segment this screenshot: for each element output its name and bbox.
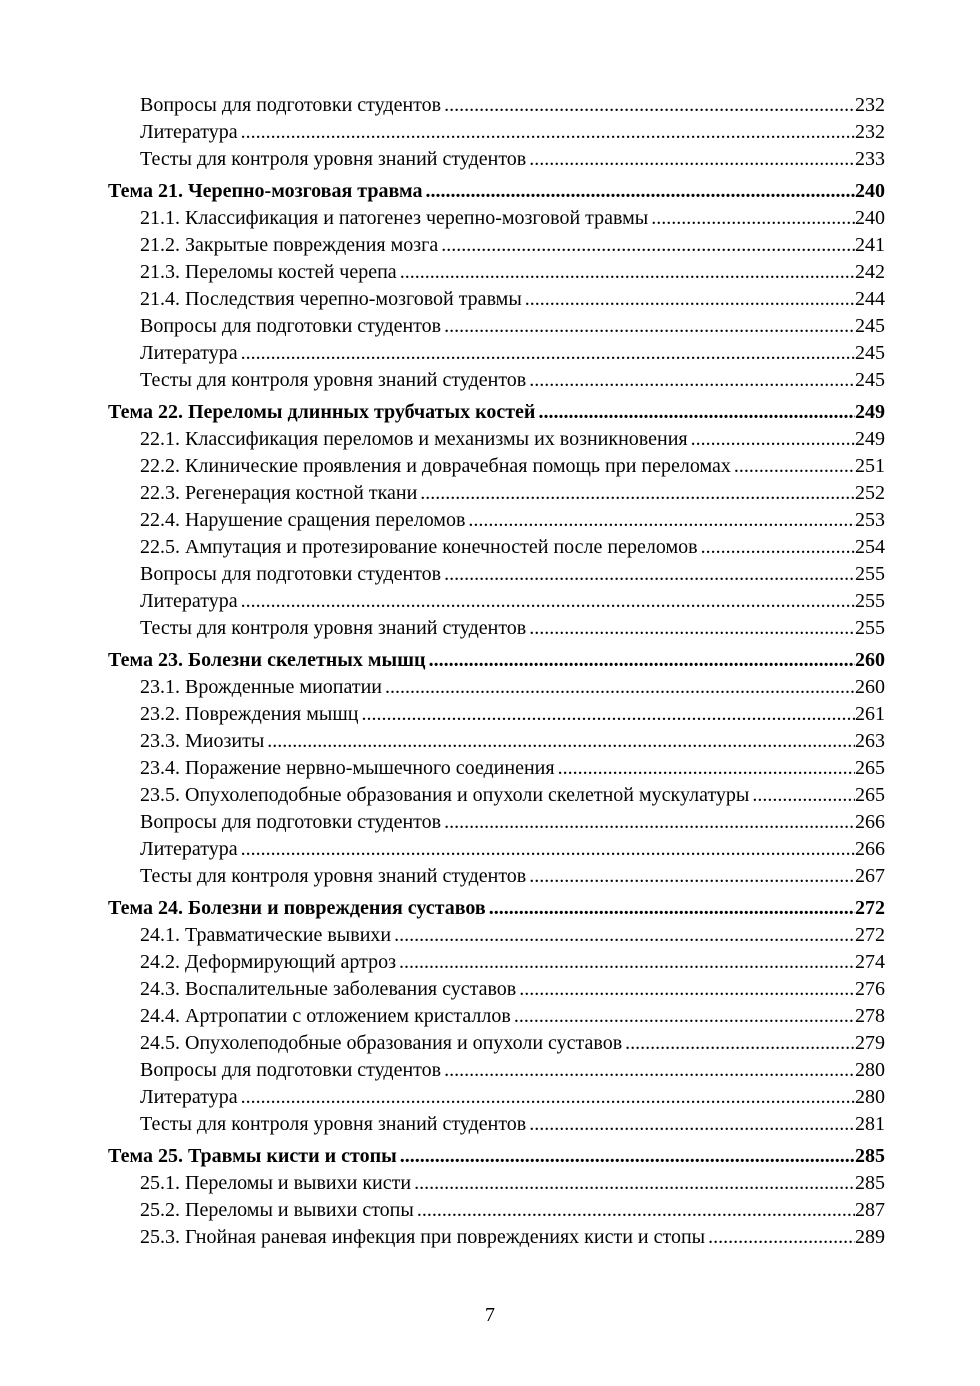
toc-entry [108, 561, 885, 588]
toc-entry [108, 146, 885, 173]
toc-entry-title: 23.3. Миозиты [140, 730, 265, 752]
dot-leader [444, 1057, 855, 1084]
toc-entry-page: 263 [855, 730, 885, 752]
toc-entry-title: 21.4. Последствия черепно-мозговой травмы [140, 288, 522, 310]
toc-entry [108, 782, 885, 809]
toc-entry-page: 232 [855, 94, 885, 116]
toc-entry-page: 260 [855, 649, 885, 671]
dot-leader [429, 646, 855, 674]
toc-entry-page: 244 [855, 288, 885, 310]
dot-leader [538, 398, 855, 426]
toc-entry-title: 24.3. Воспалительные заболевания суставов [140, 978, 517, 1000]
toc-entry [108, 1057, 885, 1084]
toc-entry-title: 23.2. Повреждения мышц [140, 703, 359, 725]
toc-entry-page: 265 [855, 757, 885, 779]
toc-entry [108, 340, 885, 367]
toc-entry [108, 1197, 885, 1224]
toc-entry-title: 24.4. Артропатии с отложением кристаллов [140, 1005, 511, 1027]
toc-entry-page: 249 [855, 428, 885, 450]
toc-entry [108, 588, 885, 615]
dot-leader [394, 922, 855, 949]
dot-leader [701, 534, 855, 561]
toc-entry [108, 1224, 885, 1251]
dot-leader [529, 863, 855, 890]
toc-entry-page: 242 [855, 261, 885, 283]
dot-leader [708, 1224, 855, 1251]
dot-leader [529, 1111, 855, 1138]
toc-entry-page: 254 [855, 536, 885, 558]
toc-entry-title: 23.1. Врожденные миопатии [140, 676, 383, 698]
dot-leader [400, 1142, 855, 1170]
toc-entry-title: 24.1. Травматические вывихи [140, 924, 392, 946]
toc-entry [108, 313, 885, 340]
dot-leader [529, 146, 855, 173]
dot-leader [734, 453, 855, 480]
toc-entry-page: 278 [855, 1005, 885, 1027]
toc-topic-entry [108, 894, 885, 922]
toc-entry-title: 25.1. Переломы и вывихи кисти [140, 1172, 412, 1194]
toc-entry-title: 25.2. Переломы и вывихи стопы [140, 1199, 414, 1221]
toc-entry-title: 24.5. Опухолеподобные образования и опухоли суставов [140, 1032, 623, 1054]
dot-leader [241, 119, 855, 146]
dot-leader [444, 809, 855, 836]
toc-entry [108, 205, 885, 232]
toc-entry-title: Тема 22. Переломы длинных трубчатых костей [108, 401, 536, 423]
toc-entry [108, 1111, 885, 1138]
toc-entry [108, 259, 885, 286]
toc-entry [108, 1003, 885, 1030]
page-number: 7 [485, 1304, 495, 1326]
toc-entry-title: 24.2. Деформирующий артроз [140, 951, 397, 973]
dot-leader [529, 367, 855, 394]
toc-entry [108, 674, 885, 701]
toc-entry-page: 253 [855, 509, 885, 531]
toc-entry-page: 260 [855, 676, 885, 698]
toc-entry-title: Вопросы для подготовки студентов [140, 315, 442, 337]
toc-entry-title: Тесты для контроля уровня знаний студентов [140, 617, 527, 639]
toc-entry-page: 261 [855, 703, 885, 725]
dot-leader [468, 507, 855, 534]
toc-entry [108, 701, 885, 728]
dot-leader [558, 755, 855, 782]
dot-leader [444, 92, 855, 119]
toc-entry [108, 232, 885, 259]
toc-entry-title: Тесты для контроля уровня знаний студентов [140, 148, 527, 170]
dot-leader [241, 588, 855, 615]
toc-entry-page: 251 [855, 455, 885, 477]
toc-entry [108, 426, 885, 453]
toc-entry-page: 267 [855, 865, 885, 887]
toc-entry-title: 22.5. Ампутация и протезирование конечностей после переломов [140, 536, 698, 558]
toc-entry-title: 23.4. Поражение нервно-мышечного соединения [140, 757, 555, 779]
toc-entry-page: 249 [855, 401, 885, 423]
toc-entry-page: 245 [855, 369, 885, 391]
dot-leader [399, 949, 855, 976]
toc-entry [108, 836, 885, 863]
toc-entry [108, 949, 885, 976]
toc-entry [108, 453, 885, 480]
toc-entry-page: 287 [855, 1199, 885, 1221]
toc-entry [108, 1084, 885, 1111]
toc-entry [108, 863, 885, 890]
toc-entry-title: 22.1. Классификация переломов и механизмы их возникновения [140, 428, 688, 450]
toc-entry-page: 280 [855, 1086, 885, 1108]
toc-entry-title: Литература [140, 121, 238, 143]
toc-entry-title: Вопросы для подготовки студентов [140, 94, 442, 116]
toc-entry-page: 240 [855, 207, 885, 229]
toc-entry-title: 21.3. Переломы костей черепа [140, 261, 397, 283]
toc-entry-page: 285 [855, 1172, 885, 1194]
dot-leader [400, 259, 855, 286]
dot-leader [514, 1003, 855, 1030]
toc-entry-title: Вопросы для подготовки студентов [140, 563, 442, 585]
toc-entry [108, 367, 885, 394]
dot-leader [385, 674, 855, 701]
toc-entry-title: Тесты для контроля уровня знаний студентов [140, 369, 527, 391]
toc-entry-title: Литература [140, 1086, 238, 1108]
toc-topic-entry [108, 398, 885, 426]
toc-topic-entry [108, 177, 885, 205]
toc-entry-title: 22.3. Регенерация костной ткани [140, 482, 418, 504]
dot-leader [625, 1030, 855, 1057]
toc-entry-page: 274 [855, 951, 885, 973]
dot-leader [414, 1170, 855, 1197]
toc-entry [108, 507, 885, 534]
dot-leader [489, 894, 855, 922]
toc-entry-page: 245 [855, 342, 885, 364]
toc-entry-title: Вопросы для подготовки студентов [140, 811, 442, 833]
toc-entry-page: 280 [855, 1059, 885, 1081]
toc-entry [108, 1170, 885, 1197]
toc-entry-title: Тема 21. Черепно-мозговая травма [108, 180, 423, 202]
toc-entry-title: 25.3. Гнойная раневая инфекция при повреждениях кисти и стопы [140, 1226, 706, 1248]
dot-leader [529, 615, 855, 642]
toc-entry-page: 266 [855, 811, 885, 833]
toc-entry-page: 281 [855, 1113, 885, 1135]
toc-entry-page: 289 [855, 1226, 885, 1248]
toc-entry-title: 22.4. Нарушение сращения переломов [140, 509, 466, 531]
toc-entry-page: 266 [855, 838, 885, 860]
dot-leader [241, 1084, 855, 1111]
toc-entry-page: 276 [855, 978, 885, 1000]
toc-entry-title: Тема 25. Травмы кисти и стопы [108, 1145, 397, 1167]
toc-entry-page: 252 [855, 482, 885, 504]
dot-leader [444, 313, 855, 340]
toc-entry-title: Тема 24. Болезни и повреждения суставов [108, 897, 486, 919]
toc-entry [108, 480, 885, 507]
toc-entry-page: 272 [855, 924, 885, 946]
toc-entry [108, 809, 885, 836]
toc-entry [108, 976, 885, 1003]
toc-entry [108, 286, 885, 313]
dot-leader [519, 976, 855, 1003]
toc-entry-title: 21.1. Классификация и патогенез черепно-мозговой травмы [140, 207, 649, 229]
dot-leader [241, 340, 855, 367]
dot-leader [425, 177, 855, 205]
dot-leader [420, 480, 855, 507]
toc-entry-title: Литература [140, 342, 238, 364]
toc-entry [108, 92, 885, 119]
toc-entry-page: 255 [855, 563, 885, 585]
toc-entry [108, 615, 885, 642]
toc-entry-page: 232 [855, 121, 885, 143]
table-of-contents [108, 92, 885, 1251]
dot-leader [752, 782, 855, 809]
toc-entry [108, 922, 885, 949]
toc-entry-title: Тема 23. Болезни скелетных мышц [108, 649, 426, 671]
toc-entry-page: 240 [855, 180, 885, 202]
toc-entry-title: Тесты для контроля уровня знаний студентов [140, 865, 527, 887]
toc-entry-title: 23.5. Опухолеподобные образования и опухоли скелетной мускулатуры [140, 784, 750, 806]
toc-entry-page: 255 [855, 590, 885, 612]
toc-entry-title: 21.2. Закрытые повреждения мозга [140, 234, 439, 256]
toc-entry-title: Литература [140, 838, 238, 860]
dot-leader [361, 701, 855, 728]
toc-topic-entry [108, 646, 885, 674]
toc-entry-title: Тесты для контроля уровня знаний студентов [140, 1113, 527, 1135]
dot-leader [441, 232, 855, 259]
toc-entry-page: 233 [855, 148, 885, 170]
toc-entry-title: Вопросы для подготовки студентов [140, 1059, 442, 1081]
dot-leader [651, 205, 855, 232]
toc-entry-page: 272 [855, 897, 885, 919]
toc-topic-entry [108, 1142, 885, 1170]
toc-entry-page: 265 [855, 784, 885, 806]
dot-leader [241, 836, 855, 863]
dot-leader [525, 286, 855, 313]
toc-entry-page: 285 [855, 1145, 885, 1167]
dot-leader [417, 1197, 855, 1224]
toc-entry-page: 241 [855, 234, 885, 256]
toc-entry [108, 534, 885, 561]
toc-entry-page: 279 [855, 1032, 885, 1054]
dot-leader [691, 426, 855, 453]
dot-leader [444, 561, 855, 588]
toc-entry [108, 119, 885, 146]
toc-entry [108, 755, 885, 782]
toc-entry-title: Литература [140, 590, 238, 612]
toc-entry [108, 728, 885, 755]
toc-entry-title: 22.2. Клинические проявления и доврачебная помощь при переломах [140, 455, 731, 477]
dot-leader [267, 728, 855, 755]
toc-entry-page: 245 [855, 315, 885, 337]
toc-entry [108, 1030, 885, 1057]
toc-entry-page: 255 [855, 617, 885, 639]
